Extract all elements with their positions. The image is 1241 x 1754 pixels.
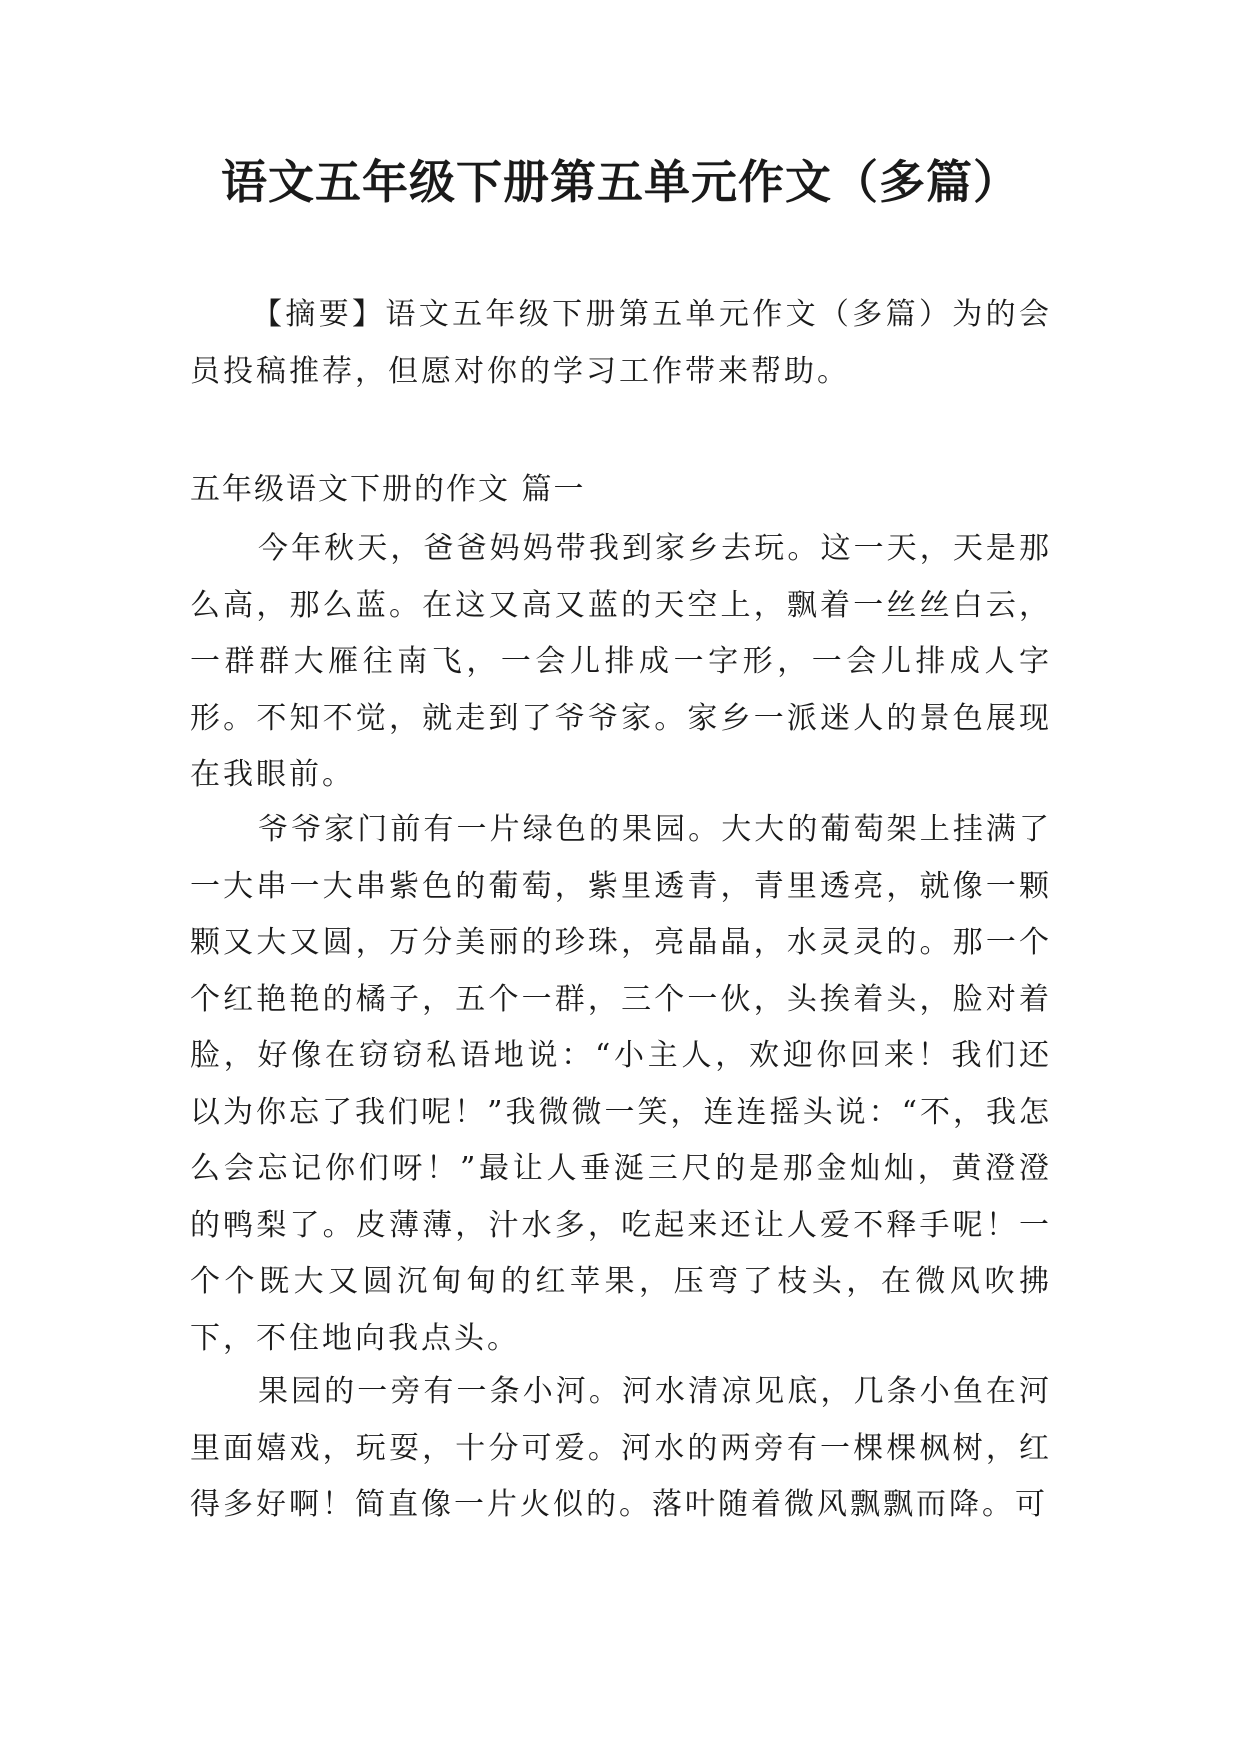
abstract-paragraph: 【摘要】语文五年级下册第五单元作文（多篇）为的会员投稿推荐，但愿对你的学习工作带来帮助。 [190,297,1052,389]
body-paragraph: 果园的一旁有一条小河。河水清凉见底，几条小鱼在河里面嬉戏，玩耍，十分可爱。河水的两旁有一棵棵枫树，红得多好啊！简直像一片火似的。落叶随着微风飘飘而降。可 [190,1374,1052,1522]
body-paragraph: 爷爷家门前有一片绿色的果园。大大的葡萄架上挂满了一大串一大串紫色的葡萄，紫里透青，青里透亮，就像一颗颗又大又圆，万分美丽的珍珠，亮晶晶，水灵灵的。那一个个红艳艳的橘子，五个一群，三个一伙，头挨着头，脸对着脸，好像在窃窃私语地说：“小主人，欢迎你回来！我们还以为你忘了我们呢！”我微微一笑，连连摇头说：“不，我怎么会忘记你们呀！”最让人垂涎三尺的是那金灿灿，黄澄澄的鸭梨了。皮薄薄，汁水多，吃起来还让人爱不释手呢！一个个既大又圆沉甸甸的红苹果，压弯了枝头，在微风吹拂下，不住地向我点头。 [190,812,1052,1356]
section-title: 五年级语文下册的作文 篇一 [190,472,586,507]
body-paragraph: 今年秋天，爸爸妈妈带我到家乡去玩。这一天，天是那么高，那么蓝。在这又高又蓝的天空上，飘着一丝丝白云，一群群大雁往南飞，一会儿排成一字形，一会儿排成人字形。不知不觉，就走到了爷爷家。家乡一派迷人的景色展现在我眼前。 [190,531,1052,792]
document-title: 语文五年级下册第五单元作文（多篇） [221,155,1020,209]
